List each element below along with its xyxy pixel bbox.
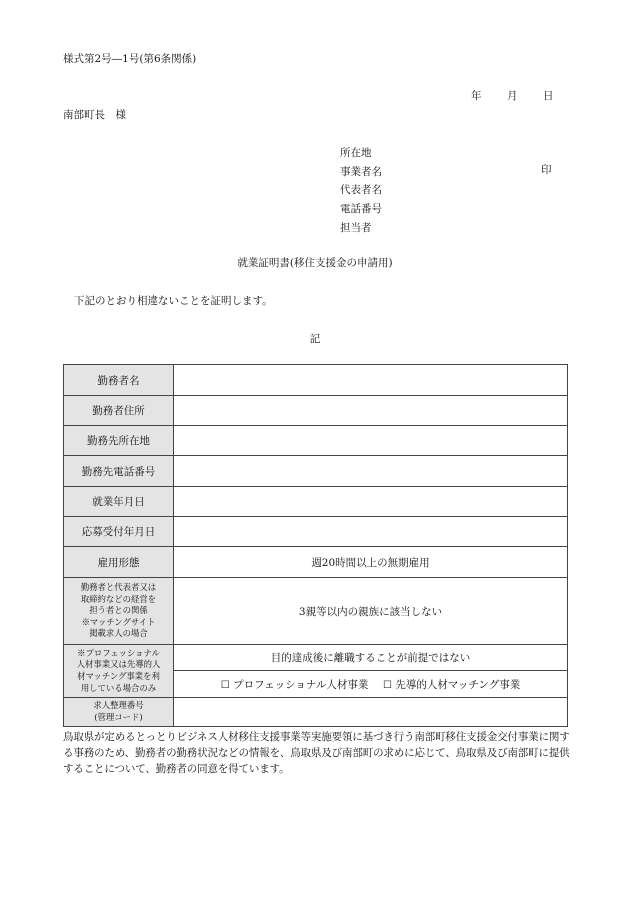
matching-checkbox-label: 先導的人材マッチング事業: [395, 678, 521, 691]
worker-name-field[interactable]: [174, 365, 568, 396]
table-row: [64, 456, 568, 487]
table-row: [64, 487, 568, 517]
relation-value: 3親等以内の親族に該当しない: [174, 578, 568, 645]
date-line: [471, 88, 554, 103]
pro-label-line: ※プロフェッショナル: [77, 647, 160, 658]
table-row: [64, 396, 568, 426]
relation-label-line: 勤務者と代表者又は: [80, 582, 157, 593]
relation-label-line: 掲載求人の場合: [89, 628, 148, 639]
pro-label-line: 材マッチング事業を利: [77, 671, 160, 681]
pro-checkbox[interactable]: ☐: [220, 679, 230, 691]
date-year: 年: [471, 90, 482, 102]
workplace-address-field[interactable]: [174, 426, 568, 456]
relation-label-line: 担う者との関係: [89, 605, 148, 616]
relation-label-line: 取締約などの経営を: [80, 593, 157, 604]
table-row: [64, 426, 568, 456]
table-row: [64, 547, 568, 578]
worker-address-field[interactable]: [174, 396, 568, 426]
employment-date-label: 就業年月日: [64, 487, 174, 517]
date-month: 月: [507, 90, 518, 102]
document-title: 就業証明書(移住支援金の申請用): [237, 257, 393, 269]
business-name-label: 事業者名: [340, 165, 382, 178]
pro-label-line: 用している場合のみ: [80, 682, 157, 693]
job-number-label: [64, 698, 174, 727]
table-row: [64, 645, 568, 671]
certificate-table: [63, 364, 568, 727]
certify-statement: 下記のとおり相違ないことを証明します。: [74, 295, 273, 307]
workplace-phone-label: 勤務先電話番号: [64, 456, 174, 487]
application-date-field[interactable]: [174, 517, 568, 547]
relation-label: [64, 578, 174, 645]
application-date-label: 応募受付年月日: [64, 517, 174, 547]
pro-checkbox-label: プロフェッショナル人材事業: [233, 678, 369, 691]
date-day: 日: [543, 90, 554, 102]
footer-note: 鳥取県が定めるとっとりビジネス人材移住支援事業等実施要領に基づき行う南部町移住支援金交付事業に関する事務のため、勤務者の勤務状況などの情報を、鳥取県及び南部町の求めに応じて、鳥取県及び南部町に提供することについて、勤務者の同意を得ています。: [63, 731, 570, 775]
employment-type-label: 雇用形態: [64, 547, 174, 578]
relation-label-line: ※マッチングサイト: [81, 616, 156, 627]
ki-heading: 記: [309, 333, 321, 345]
table-row: [64, 517, 568, 547]
matching-checkbox[interactable]: ☐: [383, 679, 392, 691]
employment-date-field[interactable]: [174, 487, 568, 517]
phone-label: 電話番号: [340, 203, 382, 216]
job-number-field[interactable]: [174, 698, 568, 727]
table-row: [64, 698, 568, 727]
addressee: 南部町長 様: [63, 109, 126, 121]
job-number-label-line: (管理コード): [94, 712, 143, 722]
table-row: [64, 365, 568, 396]
address-label: 所在地: [340, 147, 372, 159]
workplace-address-label: 勤務先所在地: [64, 426, 174, 456]
form-number: 様式第2号―1号(第6条関係): [63, 53, 197, 65]
pro-value: 目的達成後に離職することが前提ではない: [174, 645, 568, 671]
workplace-phone-field[interactable]: [174, 456, 568, 487]
pro-checkbox-row: [174, 671, 568, 698]
employment-type-value: 週20時間以上の無期雇用: [174, 547, 568, 578]
job-number-label-line: 求人整理番号: [93, 700, 144, 711]
worker-name-label: 勤務者名: [64, 365, 174, 396]
seal-mark: 印: [541, 164, 552, 176]
contact-label: 担当者: [340, 221, 372, 234]
pro-label: [64, 645, 174, 698]
pro-label-line: 人材事業又は先導的人: [76, 659, 161, 670]
sender-block: [340, 144, 382, 238]
table-row: [64, 578, 568, 645]
representative-label: 代表者名: [340, 184, 382, 197]
worker-address-label: 勤務者住所: [64, 396, 174, 426]
